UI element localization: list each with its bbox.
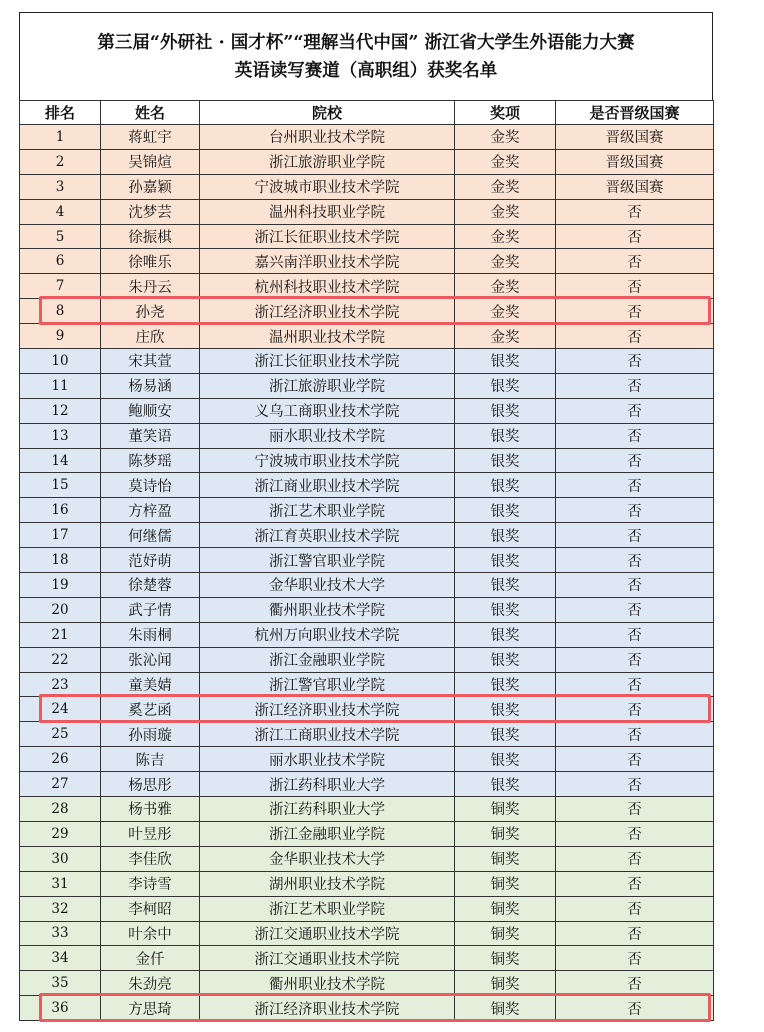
col-header-name: 姓名 — [101, 101, 200, 125]
cell-school: 浙江艺术职业学院 — [200, 498, 455, 523]
cell-award: 银奖 — [455, 548, 556, 573]
cell-name: 徐唯乐 — [101, 249, 200, 274]
cell-name: 奚艺函 — [101, 697, 200, 722]
cell-award: 银奖 — [455, 523, 556, 548]
cell-school: 浙江交通职业技术学院 — [200, 921, 455, 946]
cell-advance: 否 — [556, 274, 714, 299]
table-row — [20, 622, 714, 647]
cell-rank: 23 — [20, 672, 101, 697]
cell-advance: 否 — [556, 597, 714, 622]
award-list-sheet — [19, 12, 713, 1021]
cell-award: 银奖 — [455, 697, 556, 722]
cell-advance: 晋级国赛 — [556, 149, 714, 174]
cell-award: 银奖 — [455, 398, 556, 423]
cell-name: 方梓盈 — [101, 498, 200, 523]
cell-advance: 否 — [556, 921, 714, 946]
cell-award: 铜奖 — [455, 921, 556, 946]
cell-rank: 35 — [20, 971, 101, 996]
cell-rank: 10 — [20, 349, 101, 374]
cell-name: 范妤萌 — [101, 548, 200, 573]
table-row — [20, 722, 714, 747]
cell-school: 宁波城市职业技术学院 — [200, 448, 455, 473]
cell-award: 铜奖 — [455, 896, 556, 921]
cell-rank: 9 — [20, 324, 101, 349]
cell-award: 银奖 — [455, 423, 556, 448]
title-line-1: 第三届“外研社 · 国才杯”“理解当代中国” 浙江省大学生外语能力大赛 — [97, 32, 635, 53]
table-row — [20, 473, 714, 498]
cell-school: 金华职业技术大学 — [200, 573, 455, 598]
cell-award: 银奖 — [455, 597, 556, 622]
cell-award: 金奖 — [455, 125, 556, 150]
table-row — [20, 921, 714, 946]
table-row — [20, 597, 714, 622]
cell-school: 浙江药科职业大学 — [200, 797, 455, 822]
cell-advance: 否 — [556, 448, 714, 473]
table-row — [20, 523, 714, 548]
cell-award: 金奖 — [455, 149, 556, 174]
cell-name: 鲍顺安 — [101, 398, 200, 423]
table-row — [20, 448, 714, 473]
cell-school: 浙江工商职业技术学院 — [200, 722, 455, 747]
cell-rank: 7 — [20, 274, 101, 299]
cell-rank: 1 — [20, 125, 101, 150]
title-block — [19, 12, 713, 100]
cell-rank: 15 — [20, 473, 101, 498]
table-row — [20, 573, 714, 598]
cell-name: 庄欣 — [101, 324, 200, 349]
cell-rank: 8 — [20, 299, 101, 324]
cell-rank: 27 — [20, 772, 101, 797]
cell-school: 浙江旅游职业学院 — [200, 149, 455, 174]
cell-rank: 29 — [20, 821, 101, 846]
cell-advance: 否 — [556, 373, 714, 398]
col-header-school: 院校 — [200, 101, 455, 125]
cell-award: 银奖 — [455, 747, 556, 772]
table-row — [20, 349, 714, 374]
cell-advance: 否 — [556, 523, 714, 548]
cell-name: 孙雨璇 — [101, 722, 200, 747]
cell-award: 银奖 — [455, 672, 556, 697]
cell-award: 金奖 — [455, 324, 556, 349]
cell-award: 银奖 — [455, 772, 556, 797]
cell-advance: 否 — [556, 996, 714, 1021]
cell-school: 浙江育英职业技术学院 — [200, 523, 455, 548]
cell-advance: 否 — [556, 199, 714, 224]
cell-rank: 33 — [20, 921, 101, 946]
table-row — [20, 548, 714, 573]
cell-name: 方思琦 — [101, 996, 200, 1021]
cell-name: 朱劲亮 — [101, 971, 200, 996]
cell-advance: 否 — [556, 647, 714, 672]
cell-school: 浙江金融职业学院 — [200, 647, 455, 672]
cell-advance: 否 — [556, 423, 714, 448]
cell-advance: 否 — [556, 797, 714, 822]
cell-advance: 否 — [556, 747, 714, 772]
cell-name: 陈吉 — [101, 747, 200, 772]
table-row — [20, 971, 714, 996]
cell-advance: 否 — [556, 946, 714, 971]
cell-rank: 24 — [20, 697, 101, 722]
cell-school: 衢州职业技术学院 — [200, 971, 455, 996]
cell-award: 铜奖 — [455, 846, 556, 871]
cell-advance: 否 — [556, 697, 714, 722]
table-row — [20, 149, 714, 174]
table-row — [20, 747, 714, 772]
cell-advance: 否 — [556, 349, 714, 374]
cell-rank: 3 — [20, 174, 101, 199]
cell-school: 台州职业技术学院 — [200, 125, 455, 150]
cell-school: 宁波城市职业技术学院 — [200, 174, 455, 199]
cell-award: 铜奖 — [455, 797, 556, 822]
cell-rank: 30 — [20, 846, 101, 871]
table-row — [20, 672, 714, 697]
cell-award: 铜奖 — [455, 946, 556, 971]
cell-rank: 32 — [20, 896, 101, 921]
cell-advance: 晋级国赛 — [556, 174, 714, 199]
cell-school: 浙江经济职业技术学院 — [200, 299, 455, 324]
cell-school: 杭州科技职业技术学院 — [200, 274, 455, 299]
header-row — [20, 101, 714, 125]
cell-award: 金奖 — [455, 299, 556, 324]
cell-award: 金奖 — [455, 199, 556, 224]
cell-rank: 14 — [20, 448, 101, 473]
title-line-2: 英语读写赛道（高职组）获奖名单 — [234, 60, 498, 81]
cell-advance: 否 — [556, 249, 714, 274]
cell-award: 金奖 — [455, 224, 556, 249]
cell-rank: 2 — [20, 149, 101, 174]
cell-rank: 31 — [20, 871, 101, 896]
cell-name: 李佳欣 — [101, 846, 200, 871]
cell-name: 吴锦煊 — [101, 149, 200, 174]
table-row — [20, 398, 714, 423]
cell-advance: 否 — [556, 896, 714, 921]
cell-name: 朱丹云 — [101, 274, 200, 299]
cell-name: 金仟 — [101, 946, 200, 971]
award-table — [19, 100, 714, 1021]
table-row — [20, 996, 714, 1021]
cell-name: 何继儒 — [101, 523, 200, 548]
table-row — [20, 946, 714, 971]
cell-rank: 16 — [20, 498, 101, 523]
cell-school: 金华职业技术大学 — [200, 846, 455, 871]
cell-name: 童美婧 — [101, 672, 200, 697]
cell-advance: 否 — [556, 299, 714, 324]
cell-name: 叶余中 — [101, 921, 200, 946]
cell-advance: 否 — [556, 772, 714, 797]
table-row — [20, 846, 714, 871]
cell-advance: 否 — [556, 846, 714, 871]
cell-school: 浙江长征职业技术学院 — [200, 224, 455, 249]
cell-award: 铜奖 — [455, 821, 556, 846]
table-row — [20, 797, 714, 822]
cell-award: 银奖 — [455, 573, 556, 598]
cell-rank: 34 — [20, 946, 101, 971]
cell-name: 叶昱彤 — [101, 821, 200, 846]
cell-name: 李诗雪 — [101, 871, 200, 896]
table-row — [20, 821, 714, 846]
cell-name: 蒋虹宇 — [101, 125, 200, 150]
cell-name: 朱雨桐 — [101, 622, 200, 647]
cell-award: 银奖 — [455, 473, 556, 498]
cell-name: 徐振棋 — [101, 224, 200, 249]
cell-advance: 否 — [556, 871, 714, 896]
cell-school: 浙江经济职业技术学院 — [200, 996, 455, 1021]
cell-name: 杨思彤 — [101, 772, 200, 797]
cell-advance: 否 — [556, 722, 714, 747]
cell-rank: 11 — [20, 373, 101, 398]
cell-rank: 18 — [20, 548, 101, 573]
cell-school: 浙江艺术职业学院 — [200, 896, 455, 921]
cell-school: 温州科技职业学院 — [200, 199, 455, 224]
cell-advance: 否 — [556, 821, 714, 846]
cell-name: 李柯昭 — [101, 896, 200, 921]
cell-school: 温州职业技术学院 — [200, 324, 455, 349]
cell-advance: 否 — [556, 622, 714, 647]
table-row — [20, 896, 714, 921]
cell-award: 银奖 — [455, 373, 556, 398]
cell-award: 金奖 — [455, 274, 556, 299]
table-row — [20, 199, 714, 224]
cell-rank: 20 — [20, 597, 101, 622]
col-header-advance: 是否晋级国赛 — [556, 101, 714, 125]
cell-advance: 晋级国赛 — [556, 125, 714, 150]
cell-name: 宋其萱 — [101, 349, 200, 374]
cell-award: 银奖 — [455, 622, 556, 647]
cell-name: 陈梦瑶 — [101, 448, 200, 473]
table-row — [20, 224, 714, 249]
table-row — [20, 423, 714, 448]
cell-rank: 22 — [20, 647, 101, 672]
cell-school: 丽水职业技术学院 — [200, 423, 455, 448]
cell-rank: 4 — [20, 199, 101, 224]
cell-advance: 否 — [556, 398, 714, 423]
cell-rank: 26 — [20, 747, 101, 772]
cell-award: 金奖 — [455, 174, 556, 199]
col-header-rank: 排名 — [20, 101, 101, 125]
cell-rank: 12 — [20, 398, 101, 423]
cell-school: 浙江药科职业大学 — [200, 772, 455, 797]
cell-name: 董笑语 — [101, 423, 200, 448]
table-row — [20, 697, 714, 722]
cell-school: 衢州职业技术学院 — [200, 597, 455, 622]
table-row — [20, 647, 714, 672]
cell-name: 武子情 — [101, 597, 200, 622]
cell-school: 浙江交通职业技术学院 — [200, 946, 455, 971]
cell-award: 金奖 — [455, 249, 556, 274]
table-row — [20, 125, 714, 150]
cell-school: 浙江警官职业学院 — [200, 672, 455, 697]
cell-name: 孙尧 — [101, 299, 200, 324]
cell-rank: 36 — [20, 996, 101, 1021]
cell-name: 杨易涵 — [101, 373, 200, 398]
cell-name: 孙嘉颖 — [101, 174, 200, 199]
cell-school: 浙江警官职业学院 — [200, 548, 455, 573]
cell-advance: 否 — [556, 473, 714, 498]
cell-name: 莫诗怡 — [101, 473, 200, 498]
table-row — [20, 871, 714, 896]
table-row — [20, 772, 714, 797]
cell-rank: 13 — [20, 423, 101, 448]
table-row — [20, 274, 714, 299]
col-header-award: 奖项 — [455, 101, 556, 125]
cell-advance: 否 — [556, 672, 714, 697]
cell-advance: 否 — [556, 324, 714, 349]
cell-rank: 25 — [20, 722, 101, 747]
cell-award: 铜奖 — [455, 871, 556, 896]
cell-school: 浙江旅游职业学院 — [200, 373, 455, 398]
cell-school: 杭州万向职业技术学院 — [200, 622, 455, 647]
table-row — [20, 373, 714, 398]
cell-rank: 19 — [20, 573, 101, 598]
cell-award: 铜奖 — [455, 971, 556, 996]
cell-award: 银奖 — [455, 722, 556, 747]
cell-school: 嘉兴南洋职业技术学院 — [200, 249, 455, 274]
cell-award: 银奖 — [455, 448, 556, 473]
cell-award: 银奖 — [455, 498, 556, 523]
cell-name: 张沁闻 — [101, 647, 200, 672]
table-body — [20, 125, 714, 1021]
cell-school: 湖州职业技术学院 — [200, 871, 455, 896]
cell-advance: 否 — [556, 573, 714, 598]
cell-advance: 否 — [556, 224, 714, 249]
cell-rank: 5 — [20, 224, 101, 249]
cell-advance: 否 — [556, 971, 714, 996]
cell-advance: 否 — [556, 548, 714, 573]
cell-name: 杨书雅 — [101, 797, 200, 822]
cell-school: 浙江金融职业学院 — [200, 821, 455, 846]
cell-award: 银奖 — [455, 647, 556, 672]
cell-school: 浙江长征职业技术学院 — [200, 349, 455, 374]
cell-rank: 21 — [20, 622, 101, 647]
table-row — [20, 299, 714, 324]
cell-rank: 28 — [20, 797, 101, 822]
cell-rank: 17 — [20, 523, 101, 548]
table-row — [20, 174, 714, 199]
cell-advance: 否 — [556, 498, 714, 523]
cell-school: 浙江商业职业技术学院 — [200, 473, 455, 498]
cell-school: 浙江经济职业技术学院 — [200, 697, 455, 722]
cell-award: 银奖 — [455, 349, 556, 374]
table-row — [20, 498, 714, 523]
cell-school: 丽水职业技术学院 — [200, 747, 455, 772]
cell-name: 沈梦芸 — [101, 199, 200, 224]
cell-name: 徐楚蓉 — [101, 573, 200, 598]
cell-school: 义乌工商职业技术学院 — [200, 398, 455, 423]
cell-rank: 6 — [20, 249, 101, 274]
table-row — [20, 324, 714, 349]
cell-award: 铜奖 — [455, 996, 556, 1021]
table-row — [20, 249, 714, 274]
